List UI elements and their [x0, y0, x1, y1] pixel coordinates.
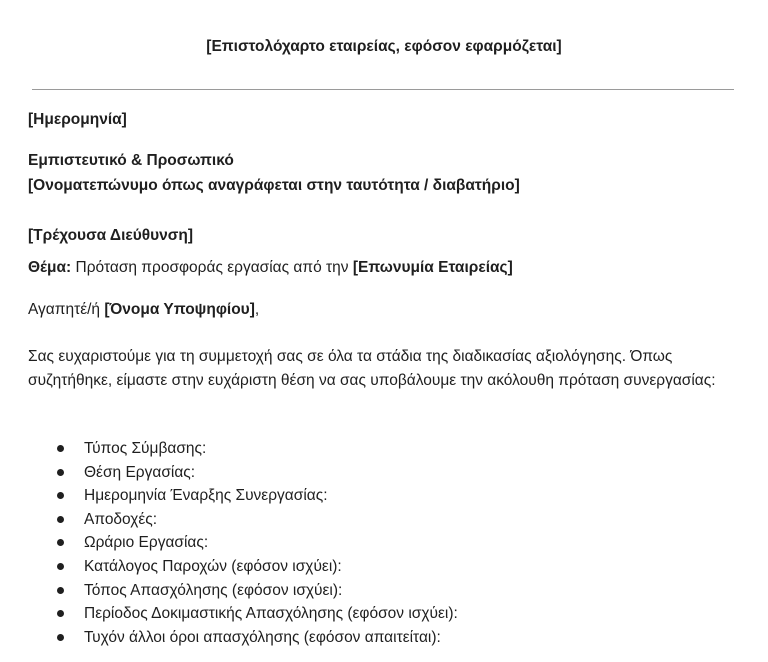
- letterhead-placeholder: [Επιστολόχαρτο εταιρείας, εφόσον εφαρμόζεται]: [206, 38, 562, 55]
- list-item: Θέση Εργασίας:: [0, 461, 458, 485]
- candidate-name-placeholder: [Όνομα Υποψηφίου]: [104, 301, 255, 318]
- subject-line: [28, 258, 513, 278]
- company-name-placeholder: [Επωνυμία Εταιρείας]: [352, 259, 513, 276]
- list-item: Ωράριο Εργασίας:: [0, 531, 458, 555]
- date-placeholder: [Ημερομηνία]: [28, 111, 127, 128]
- bullet-icon: [57, 563, 64, 570]
- bullet-icon: [57, 445, 64, 452]
- body-paragraph: Σας ευχαριστούμε για τη συμμετοχή σας σε όλα τα στάδια της διαδικασίας αξιολόγησης. Όπως συζητήθηκε, είμαστε στην ευχάριστη θέση να σας υποβάλουμε την ακόλουθη πρόταση συνεργασίας:: [28, 348, 716, 389]
- list-item: Περίοδος Δοκιμαστικής Απασχόλησης (εφόσον ισχύει):: [0, 602, 458, 626]
- list-item: Κατάλογος Παροχών (εφόσον ισχύει):: [0, 555, 458, 579]
- list-item: Τόπος Απασχόλησης (εφόσον ισχύει):: [0, 579, 458, 603]
- list-item: Ημερομηνία Έναρξης Συνεργασίας:: [0, 484, 458, 508]
- list-item: Τυχόν άλλοι όροι απασχόλησης (εφόσον απαιτείται):: [0, 626, 458, 650]
- bullet-icon: [57, 634, 64, 641]
- greeting-line: [28, 300, 259, 320]
- bullet-icon: [57, 587, 64, 594]
- subject-text: Πρόταση προσφοράς εργασίας από την: [71, 259, 353, 276]
- bullet-icon: [57, 610, 64, 617]
- bullet-icon: [57, 492, 64, 499]
- greeting-suffix: ,: [254, 301, 260, 318]
- confidential-label: Εμπιστευτικό & Προσωπικό: [28, 152, 234, 169]
- recipient-name-placeholder: [Ονοματεπώνυμο όπως αναγράφεται στην ταυτότητα / διαβατήριο]: [28, 177, 520, 194]
- greeting-prefix: Αγαπητέ/ή: [28, 301, 105, 318]
- bullet-icon: [57, 516, 64, 523]
- bullet-icon: [57, 539, 64, 546]
- address-placeholder: [Τρέχουσα Διεύθυνση]: [28, 227, 194, 244]
- terms-list: [0, 437, 458, 649]
- header-divider: [32, 89, 734, 90]
- list-item: Αποδοχές:: [0, 508, 458, 532]
- list-item: Τύπος Σύμβασης:: [0, 437, 458, 461]
- bullet-icon: [57, 469, 64, 476]
- subject-label: Θέμα:: [28, 259, 72, 276]
